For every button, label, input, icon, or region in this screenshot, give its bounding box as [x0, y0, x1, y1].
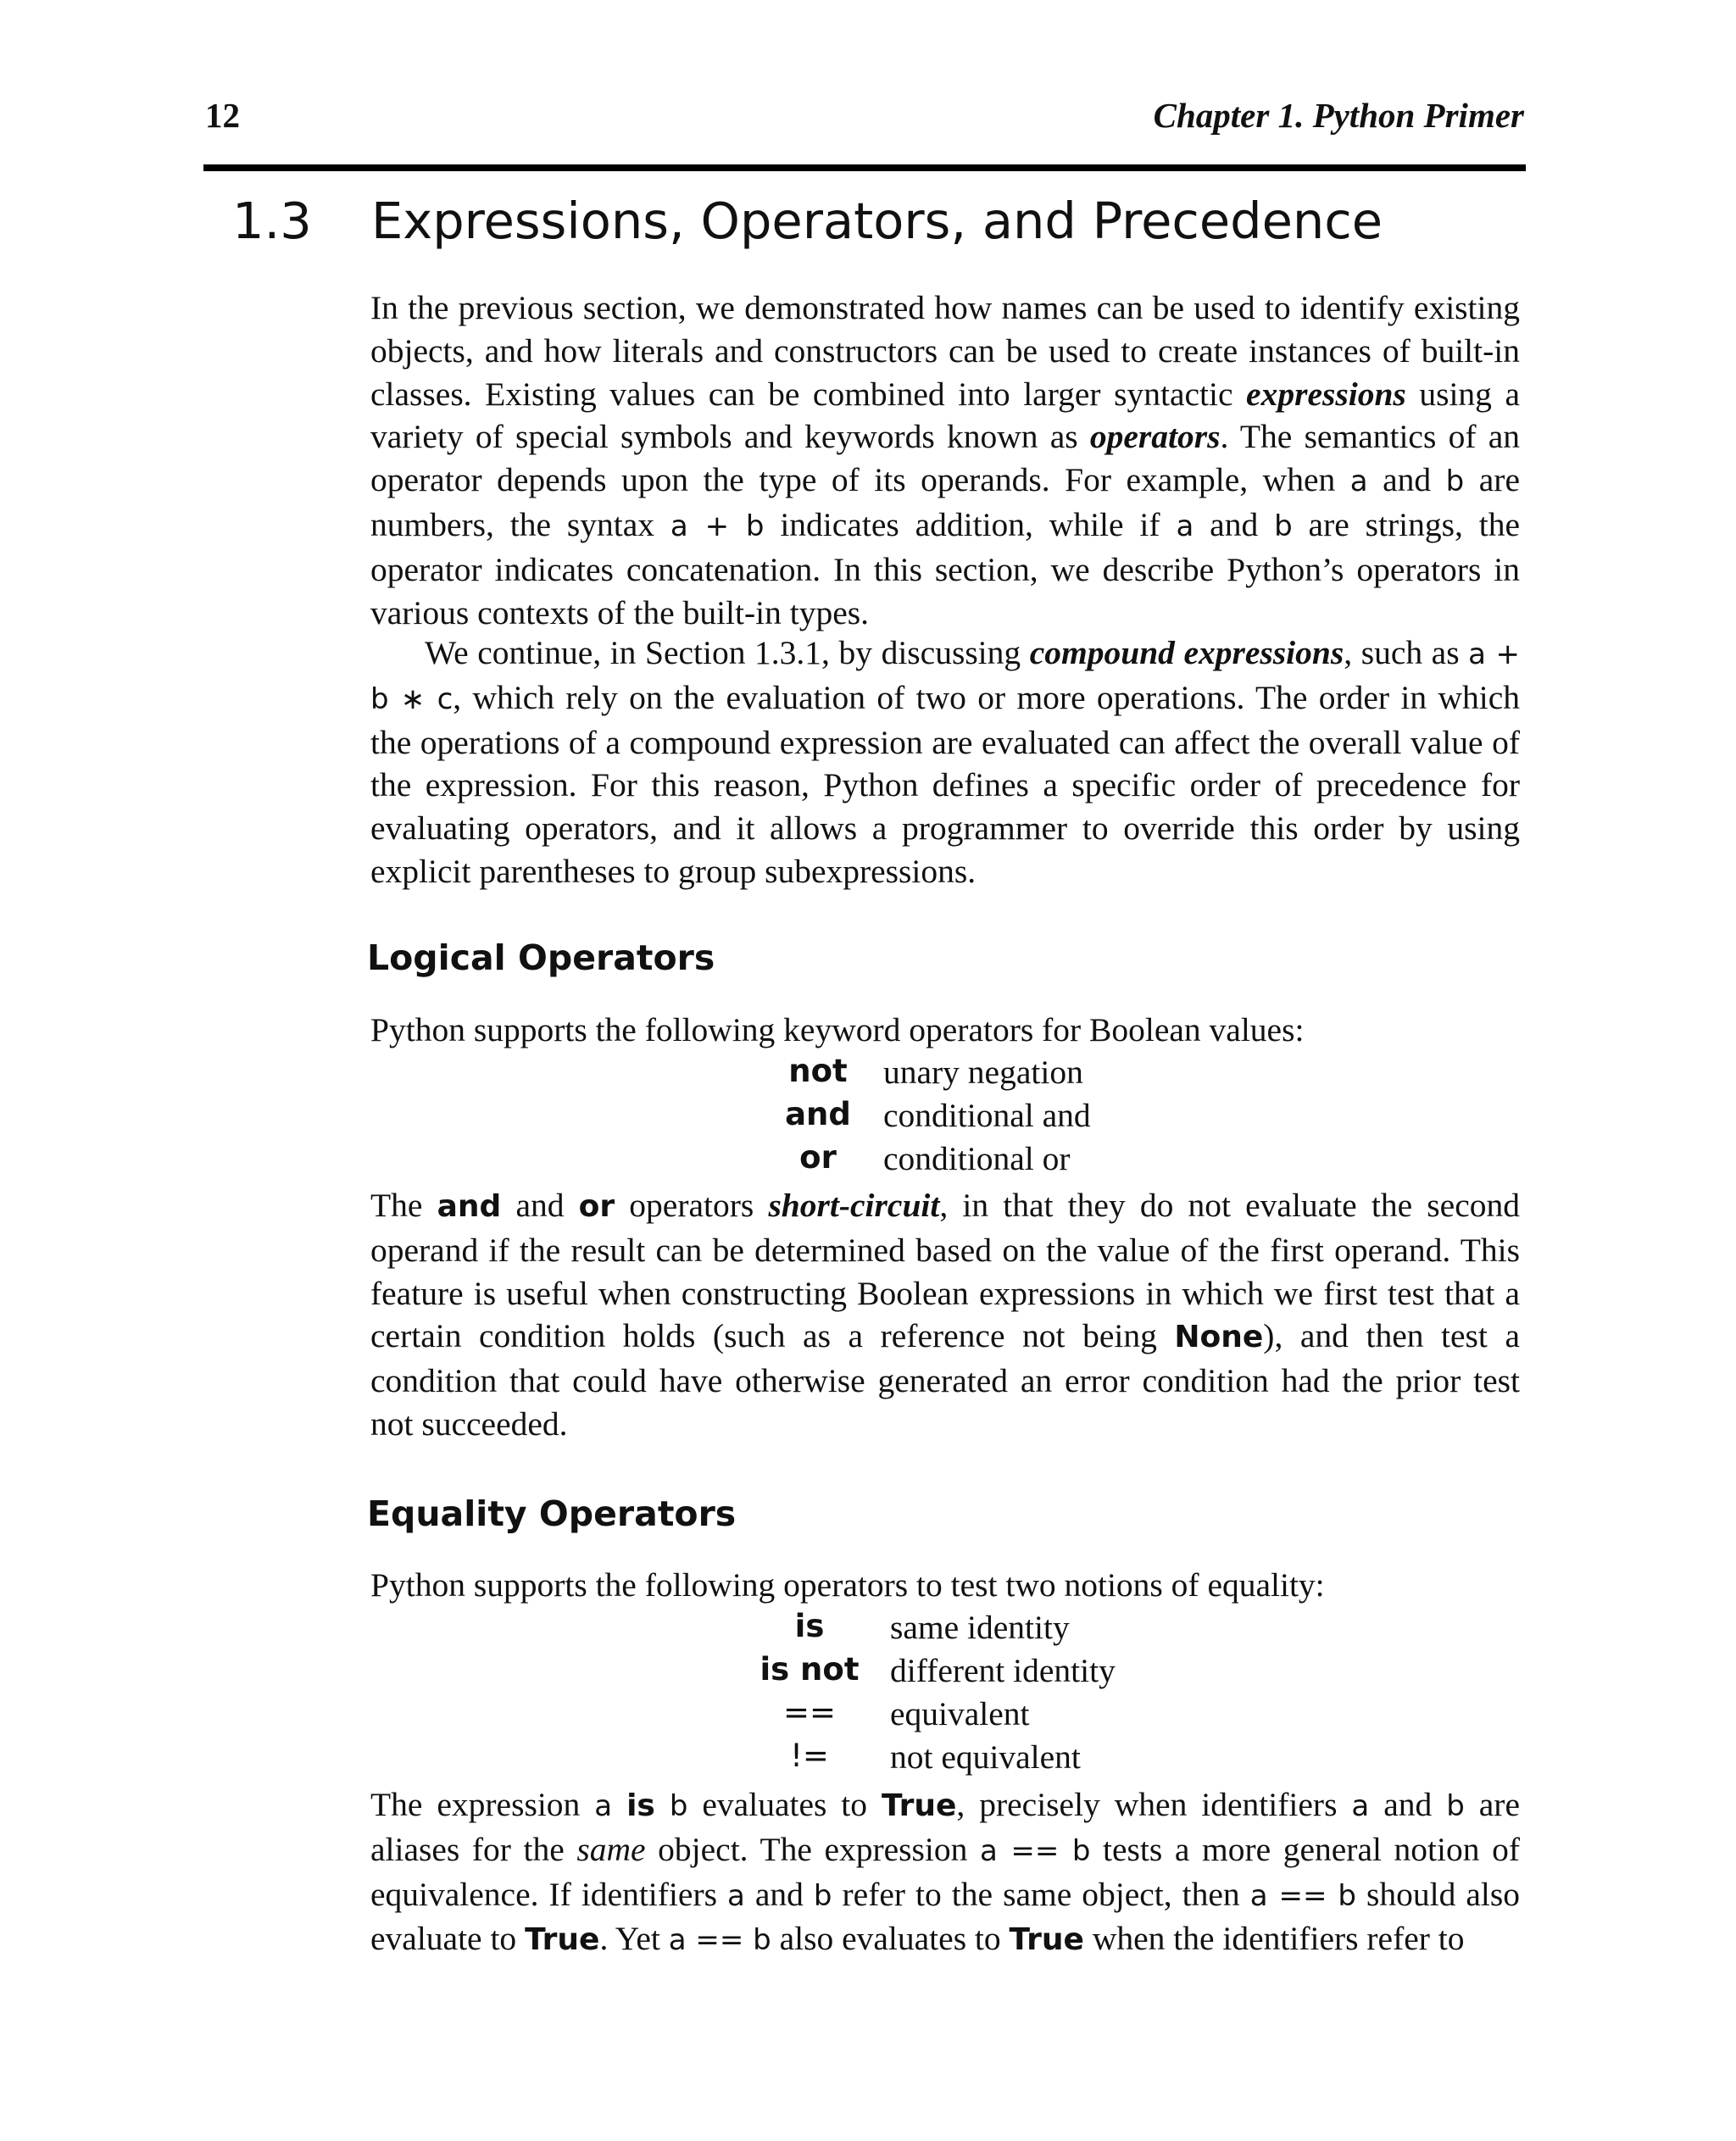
keyword-none: None [1174, 1320, 1264, 1355]
code-b: b [1445, 464, 1465, 499]
logical-operators-lead: Python supports the following keyword operators for Boolean values: [370, 1011, 1305, 1048]
keyword-and: and [437, 1189, 502, 1224]
code-b: b [669, 1789, 688, 1823]
code-a: a [594, 1789, 613, 1823]
intro-paragraph-1: In the previous section, we demonstrated how names can be used to identify existing objects, and how literals and constructors can be used to create instances of built-in classes. Existing values can be combined into larger syntactic expressions using a variety of special symbols and keywords known as operators. The semantics of an operator depends upon the type of its operands. For example, when a and b are numbers, the syntax a + b indicates addition, while if a and b are strings, the operator indicates concatenation. In this section, we describe Python’s operators in various contexts of the built-in types. [370, 289, 1520, 631]
keyword-is: is [626, 1788, 655, 1823]
logical-operators-heading: Logical Operators [367, 937, 715, 978]
code-b: b [1446, 1789, 1465, 1823]
code-a: a [1349, 464, 1368, 499]
term-short-circuit: short-circuit [768, 1187, 940, 1224]
keyword-true: True [882, 1788, 957, 1823]
operator-symbol: is not [760, 1651, 860, 1688]
code-b: b [1274, 509, 1293, 543]
logical-operators-body: The and and or operators short-circuit, in that they do not evaluate the second operand if the result can be determined based on the value of the first operand. This feature is useful when constructing Boolean expressions in which we first test that a certain condition holds (such as a reference not being None), and then test a condition that could have otherwise generated an error condition had the prior test not succeeded. [370, 1187, 1520, 1443]
code-a-equals-b: a == b [1249, 1878, 1356, 1913]
code-a: a [1176, 509, 1194, 543]
code-a: a [1351, 1789, 1370, 1823]
operator-description: unary negation [883, 1054, 1083, 1091]
code-a-plus-b: a + b [670, 509, 765, 543]
code-b: b [813, 1878, 832, 1913]
keyword-true: True [525, 1922, 600, 1958]
page-header [205, 95, 1524, 142]
operator-symbol: is [794, 1608, 825, 1644]
code-a: a [726, 1878, 745, 1913]
operator-symbol: or [799, 1139, 837, 1176]
operator-symbol: not [788, 1053, 848, 1089]
operator-description: conditional and [883, 1097, 1091, 1134]
running-head: Chapter 1. Python Primer [1153, 96, 1524, 135]
keyword-or: or [578, 1189, 615, 1224]
section-title: Expressions, Operators, and Precedence [371, 192, 1383, 250]
equality-operators-body: The expression a is b evaluates to True, precisely when identifiers a and b are aliases for the same object. The expression a == b tests a more general notion of equivalence. If identifiers a and b refer to the same object, then a == b should also evaluate to True. Yet a == b also evaluates to True when the identifiers refer to [370, 1786, 1520, 1958]
section-heading [232, 183, 1529, 259]
term-operators: operators [1089, 418, 1221, 456]
section-number: 1.3 [232, 192, 312, 250]
intro-paragraph-2: We continue, in Section 1.3.1, by discussing compound expressions, such as a + b ∗ c, which rely on the evaluation of two or more operations. The order in which the operations of a compound expression are evaluated can affect the overall value of the expression. For this reason, Python defines a specific order of precedence for evaluating operators, and it allows a programmer to override this order by using explicit parentheses to group subexpressions. [370, 634, 1520, 890]
operator-description: conditional or [883, 1140, 1071, 1177]
code-a-equals-b: a == b [668, 1923, 771, 1958]
operator-description: same identity [890, 1609, 1070, 1646]
equality-operators-lead: Python supports the following operators to test two notions of equality: [370, 1566, 1325, 1604]
operator-description: not equivalent [890, 1738, 1081, 1776]
code-a-equals-b: a == b [979, 1833, 1091, 1868]
operator-description: equivalent [890, 1695, 1030, 1732]
code-a-plus-b-times-c: a + b ∗ c [370, 637, 1520, 716]
logical-operators-table [746, 1053, 1255, 1188]
operator-symbol: != [790, 1738, 829, 1774]
header-rule [203, 164, 1526, 171]
page-number: 12 [205, 96, 240, 135]
operator-description: different identity [890, 1652, 1116, 1689]
keyword-true: True [1009, 1922, 1084, 1958]
emphasis-same: same [576, 1830, 646, 1868]
equality-operators-heading: Equality Operators [367, 1493, 737, 1534]
equality-operators-table [746, 1608, 1255, 1786]
term-expressions: expressions [1246, 375, 1406, 413]
operator-symbol: == [782, 1694, 836, 1731]
term-compound-expressions: compound expressions [1029, 634, 1344, 671]
operator-symbol: and [785, 1096, 851, 1132]
